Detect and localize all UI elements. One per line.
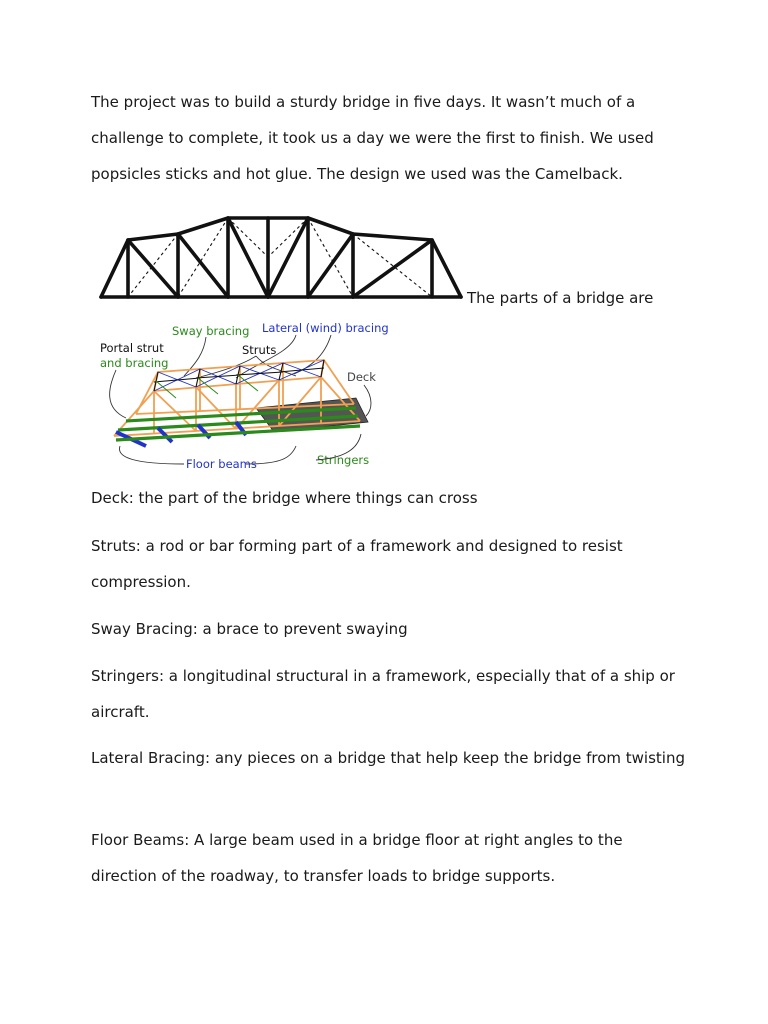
bridge-parts-diagram <box>96 318 396 476</box>
definition-sway-bracing: Sway Bracing: a brace to prevent swaying <box>91 620 408 638</box>
label-floor-beams: Floor beams <box>186 457 257 471</box>
label-portal-strut: Portal strut <box>100 341 164 355</box>
label-sway-bracing: Sway bracing <box>172 324 250 338</box>
label-lateral-bracing: Lateral (wind) bracing <box>262 321 389 335</box>
label-portal-bracing: and bracing <box>100 356 169 370</box>
definition-floor-beams: Floor Beams: A large beam used in a bridge floor at right angles to the direction of the roadway, to transfer loads to bridge supports. <box>91 831 623 885</box>
label-deck: Deck <box>347 370 376 384</box>
truss-caption: The parts of a bridge are <box>467 289 654 307</box>
label-stringers: Stringers <box>317 453 370 467</box>
intro-paragraph: The project was to build a sturdy bridge in five days. It wasn’t much of a challenge to complete, it took us a day we were the first to finish. We used popsicles sticks and hot glue. The design we used was the Camelback. <box>91 93 654 183</box>
label-struts: Struts <box>242 343 277 357</box>
definition-lateral-bracing: Lateral Bracing: any pieces on a bridge that help keep the bridge from twisting <box>91 749 685 767</box>
definition-struts: Struts: a rod or bar forming part of a framework and designed to resist compression. <box>91 537 623 591</box>
camelback-truss-image <box>98 212 466 304</box>
definition-deck: Deck: the part of the bridge where things can cross <box>91 489 478 507</box>
definition-stringers: Stringers: a longitudinal structural in a framework, especially that of a ship or aircraft. <box>91 667 675 721</box>
